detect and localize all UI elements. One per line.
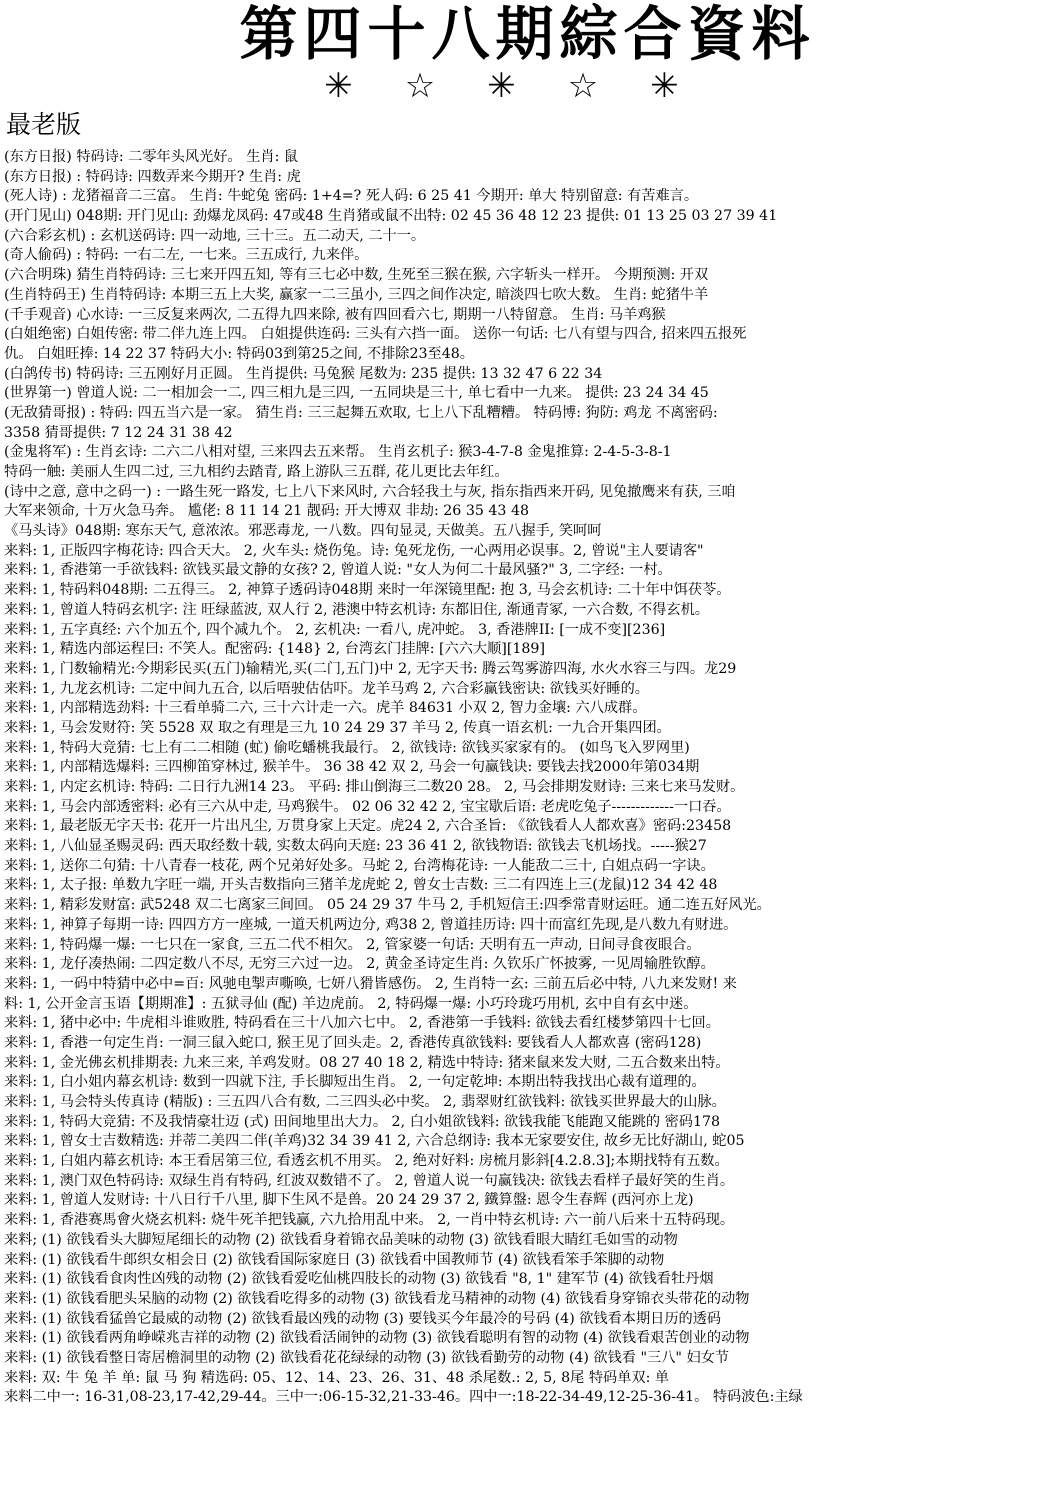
text-line: (世界第一) 曾道人说: 二一相加会一二, 四三相九是三四, 一五同块是三十, 单七看中一九来。 提供: 23 24 34 45 xyxy=(4,385,709,402)
text-line: 来料: 1, 曾道人发财诗: 十八日行千八里, 脚下生风不是兽。20 24 29 37 2, 鐵算盤: 恩令生春辉 (西河亦上龙) xyxy=(4,1192,694,1209)
text-line: (金鬼将军) : 生肖玄诗: 二六二八相对望, 三来四去五来帮。 生肖玄机子: 猴3-4-7-8 金鬼推算: 2-4-5-3-8-1 xyxy=(4,444,672,461)
page-title: 第四十八期綜合資料 xyxy=(239,0,816,68)
text-line: (生肖特码王) 生肖特码诗: 本期三五上大奖, 赢家一二三虽小, 三四之间作决定, 暗淡四七吹大数。 生肖: 蛇猪牛羊 xyxy=(4,286,709,303)
text-line: 来料: 1, 白小姐内幕玄机诗: 数到一四就下注, 手长脚短出生肖。 2, 一句定乾坤: 本期出特我找出心裁有道理的。 xyxy=(4,1074,706,1091)
text-line: 来料: (1) 欲钱看整日寄居檐洞里的动物 (2) 欲钱看花花绿绿的动物 (3) 欲钱看勤劳的动物 (4) 欲钱看 "三八" 妇女节 xyxy=(4,1349,730,1366)
text-line: 来料: (1) 欲钱看猛兽它最威的动物 (2) 欲钱看最凶残的动物 (3) 要钱买今年最冷的号码 (4) 欲钱看本期日历的透码 xyxy=(4,1310,722,1327)
text-line: 来料: 1, 八仙显圣赐灵码: 西天取经数十载, 实数太码向天庭: 23 36 41 2, 欲钱物语: 欲钱去飞机场找。-----猴27 xyxy=(4,838,707,855)
text-line: (诗中之意, 意中之码一) : 一路生死一路发, 七上八下来风时, 六合轻我土与灰, 指东指西来开码, 见兔撤鹰来有获, 三咱 xyxy=(4,483,736,500)
text-line: 来料: 1, 马会特头传真诗 (精版) : 三五四八合有数, 二三四头必中奖。 2, 翡翠财红欲钱料: 欲钱买世界最大的山脉。 xyxy=(4,1094,726,1110)
text-line: 来料: 1, 五字真经: 六个加五个, 四个减九个。 2, 玄机决: 一看八, 虎冲蛇。 3, 香港牌II: [一成不变][236] xyxy=(4,621,666,638)
text-line: 来料: 1, 香港一句定生肖: 一洞三鼠入蛇口, 猴王见了回头走。2, 香港传真欲钱料: 要钱看人人都欢喜 (密码128) xyxy=(4,1034,702,1051)
text-line: 来料: 1, 特码大竞猜: 七上有二二相随 (虻) 偷吃蟠桃我最行。 2, 欲钱诗: 欲钱买家家有的。 (如鸟飞入罗网里) xyxy=(4,739,690,756)
text-line: 来料: 1, 龙仔凑热闹: 二四定数八不尽, 无穷三六过一边。 2, 黄金圣诗定生肖: 久钦乐广怀披雾, 一见周输胜钦醇。 xyxy=(4,956,715,973)
text-line: 来料: 1, 内部精选劲料: 十三看单骑二六, 三十六计走一六。虎羊 84631 小双 2, 智力金壤: 六八成群。 xyxy=(4,700,647,717)
text-line: 来料; (1) 欲钱看头大脚短尾细长的动物 (2) 欲钱看身着锦衣品美味的动物 (3) 欲钱看眼大睛红毛如雪的动物 xyxy=(4,1231,678,1248)
text-line: 来料: 1, 最老版无字天书: 花开一片出凡尘, 万贯身家上天定。虎24 2, 六合圣旨: 《欲钱看人人都欢喜》密码:23458 xyxy=(4,818,732,835)
document-body xyxy=(4,148,1052,1408)
text-line: 来料: 1, 特码料048期: 二五得三。 2, 神算子透码诗048期 来时一年深镜里配: 抱 3, 马会玄机诗: 二十年中饵茯苓。 xyxy=(4,582,731,599)
text-line: 特码一触: 美丽人生四二过, 三九相约去踏青, 路上游队三五群, 花儿更比去年红。 xyxy=(4,464,509,480)
text-line: (千手观音) 心水诗: 一三反复来两次, 二五得九四来除, 被有四回看六七, 期期一八特留意。 生肖: 马羊鸡猴 xyxy=(4,306,666,323)
edition-label: 最老版 xyxy=(6,110,82,139)
title-decoration: ✳☆✳☆✳ xyxy=(324,66,731,106)
text-line: 来料: 1, 太子报: 单数九字旺一端, 开头吉数指向三猪羊龙虎蛇 2, 曾女士吉数: 三二有四连上三(龙鼠)12 34 42 48 xyxy=(4,877,718,894)
text-line: 来料: 1, 香港赛馬會火烧玄机料: 烧牛死羊把钱赢, 六九拾用乱中来。 2, 一肖中特玄机诗: 六一前八后来十五特码现。 xyxy=(4,1212,735,1229)
text-line: 来料: (1) 欲钱看两角峥嵘兆吉祥的动物 (2) 欲钱看活闹钟的动物 (3) 欲钱看聪明有智的动物 (4) 欲钱看艰苦创业的动物 xyxy=(4,1330,750,1347)
text-line: (东方日报) : 特码诗: 四数弄来今期开? 生肖: 虎 xyxy=(4,168,301,185)
text-line: 来料: 1, 精选内部运程曰: 不笑人。配密码: {148} 2, 台湾玄门挂牌: [六六大顺][189] xyxy=(4,641,545,658)
text-line: 来料: 1, 神算子每期一诗: 四四方方一座城, 一道天机两边分, 鸡38 2, 曾道挂历诗: 四十而富红先现,是八数九有财进。 xyxy=(4,916,738,933)
text-line: (白鸽传书) 特码诗: 三五刚好月正圆。 生肖提供: 马兔猴 尾数为: 235 提供: 13 32 47 6 22 34 xyxy=(4,365,603,382)
text-line: 来料: 1, 内部精选爆料: 三四柳笛穿林过, 猴羊牛。 36 38 42 双 2, 马会一句赢钱诀: 要钱去找2000年第034期 xyxy=(4,759,700,776)
text-line: 来料: 1, 金光佛玄机排期表: 九来三来, 羊鸡发财。08 27 40 18 2, 精选中特诗: 猪来鼠来发大财, 二五合数来出特。 xyxy=(4,1054,730,1071)
text-line: 来料: 1, 曾女士吉数精选: 并蒂二美四二伴(羊鸡)32 34 39 41 2, 六合总纲诗: 我本无家要安住, 故乡无比好湖山, 蛇05 xyxy=(4,1133,745,1150)
text-line: (东方日报) 特码诗: 二零年头风光好。 生肖: 鼠 xyxy=(4,149,299,165)
text-line: (奇人偷码) : 特码: 一右二左, 一七来。三五成行, 九来伴。 xyxy=(4,247,369,264)
text-line: 来料: (1) 欲钱看食肉性凶残的动物 (2) 欲钱看爱吃仙桃四肢长的动物 (3) 欲钱看 "8, 1" 建军节 (4) 欲钱看牡丹烟 xyxy=(4,1271,714,1288)
text-line: 来料: (1) 欲钱看牛郎织女相会日 (2) 欲钱看国际家庭日 (3) 欲钱看中国教师节 (4) 欲钱看笨手笨脚的动物 xyxy=(4,1251,665,1268)
text-line: 仇。 白姐旺捧: 14 22 37 特码大小: 特码03到第25之间, 不排除23至48。 xyxy=(4,345,474,362)
text-line: 来料: 1, 一码中特猜中必中=百: 风驰电掣声嘶唤, 七妍八猾皆感伤。 2, 生肖特一玄: 三前五后必中特, 八九来发财! 来 xyxy=(4,975,737,992)
text-line: 来料: 1, 特码大竞猜: 不及我情豪壮迈 (式) 田间地里出大力。 2, 白小姐欲钱料: 欲钱我能飞能跑又能跳的 密码178 xyxy=(4,1113,721,1130)
text-line: 来料: 1, 马会发财符: 笑 5528 双 取之有理是三九 10 24 29 37 羊马 2, 传真一语玄机: 一九合开集四团。 xyxy=(4,719,671,736)
text-line: 《马头诗》048期: 寒东天气, 意浓浓。邪恶毒龙, 一八数。四旬显灵, 天做美。五八握手, 笑呵呵 xyxy=(4,523,602,540)
text-line: 来料二中一: 16-31,08-23,17-42,29-44。三中一:06-15-32,21-33-46。四中一:18-22-34-49,12-25-36-41。 特码波色:主绿 xyxy=(4,1389,803,1406)
text-line: 来料: 1, 九龙玄机诗: 二定中间九五合, 以后唔驶估估吓。龙羊马鸡 2, 六合彩赢钱密诀: 欲钱买好睡的。 xyxy=(4,680,649,697)
text-line: 来料: 1, 特码爆一爆: 一七只在一家食, 三五二代不相欠。 2, 管家婆一句话: 天明有五一声动, 日间寻食夜眼合。 xyxy=(4,936,701,953)
text-line: 来料: 1, 内定玄机诗: 特码: 二日行九洲14 23。 平码: 排山倒海三二数20 28。 2, 马会排期发财诗: 三来七来马发财。 xyxy=(4,779,745,795)
text-line: 来料: 1, 正版四字梅花诗: 四合天大。 2, 火车头: 烧伤兔。诗: 兔死龙伤, 一心两用必误事。2, 曾说"主人要请客" xyxy=(4,542,704,559)
text-line: (无敌猜哥报) : 特码: 四五当六是一家。 猜生肖: 三三起舞五欢取, 七上八下乱糟糟。 特码博: 狗防: 鸡龙 不离密码: xyxy=(4,404,718,421)
text-line: 大军来领命, 十万火急马奔。 尴佬: 8 11 14 21 靓码: 开大博双 非劫: 26 35 43 48 xyxy=(4,503,530,520)
text-line: 来料: 1, 白姐内幕玄机诗: 本王看居第三位, 看透玄机不用买。 2, 绝对好料: 房梳月影斜[4.2.8.3];本期找特有五数。 xyxy=(4,1153,729,1170)
text-line: 来料: 1, 猪中必中: 牛虎相斗谁败胜, 特码看在三十八加六七中。 2, 香港第一手钱料: 欲钱去看红楼梦第四十七回。 xyxy=(4,1015,720,1032)
text-line: 来料: (1) 欲钱看肥头呆脑的动物 (2) 欲钱看吃得多的动物 (3) 欲钱看龙马精神的动物 (4) 欲钱看身穿锦衣头带花的动物 xyxy=(4,1290,750,1307)
text-line: 来料: 双: 牛 兔 羊 单: 鼠 马 狗 精选码: 05、12、14、23、26、31、48 杀尾数.: 2, 5, 8尾 特码单双: 单 xyxy=(4,1369,670,1386)
text-line: 来料: 1, 香港第一手欲钱料: 欲钱买最文静的女孩? 2, 曾道人说: "女人为何二十最风骚?" 3, 二字经: 一村。 xyxy=(4,562,672,579)
text-line: (白姐绝密) 白姐传密: 带二伴九连上四。 白姐提供连码: 三头有六挡一面。 送你一句话: 七八有望与四合, 招来四五报死 xyxy=(4,326,747,343)
text-line: 3358 猜哥提供: 7 12 24 31 38 42 xyxy=(4,424,233,441)
text-line: 来料: 1, 曾道人特码玄机字: 注 旺绿蓝波, 双人行 2, 港澳中特玄机诗: 东都旧住, 渐通青冢, 一六合数, 不得玄机。 xyxy=(4,601,709,618)
text-line: 来料: 1, 澳门双色特码诗: 双绿生肖有特码, 红波双数错不了。 2, 曾道人说一句赢钱决: 欲钱去看样子最好笑的生肖。 xyxy=(4,1172,735,1189)
text-line: (死人诗) : 龙猪福音二三富。 生肖: 牛蛇兔 密码: 1+4=? 死人码: 6 25 41 今期开: 单大 特别留意: 有苦难言。 xyxy=(4,188,699,205)
text-line: 来料: 1, 马会内部透密料: 必有三六从中走, 马鸡猴牛。 02 06 32 42 2, 宝宝歇后语: 老虎吃兔子-------------一口吞。 xyxy=(4,798,731,815)
text-line: 来料: 1, 精彩发财富: 武5248 双二七离家三间回。 05 24 29 37 牛马 2, 手机短信王:四季常青财运旺。通二连五好风光。 xyxy=(4,897,771,914)
text-line: 来料: 1, 送你二句猜: 十八青春一枝花, 两个兄弟好处多。马蛇 2, 台湾梅花诗: 一人能敌二三十, 白姐点码一字诀。 xyxy=(4,857,715,874)
text-line: (六合明珠) 猜生肖特码诗: 三七来开四五知, 等有三七必中数, 生死至三猴在猴, 六字斩头一样开。 今期预测: 开双 xyxy=(4,267,709,284)
text-line: (六合彩玄机) : 玄机送码诗: 四一动地, 三十三。五二动天, 二十一。 xyxy=(4,227,426,244)
text-line: (开门见山) 048期: 开门见山: 劲爆龙凤码: 47或48 生肖猪或鼠不出特: 02 45 36 48 12 23 提供: 01 13 25 03 27 39 41 xyxy=(4,208,778,225)
text-line: 料: 1, 公开金言玉语【期期准】: 五狱寻仙 (配) 羊边虎前。 2, 特码爆一爆: 小巧玲珑巧用机, 玄中自有玄中迷。 xyxy=(4,995,698,1012)
text-line: 来料: 1, 门数输精光:今期彩民买(五门)输精光,买(二门,五门)中 2, 无字天书: 腾云驾雾游四海, 水火水容三与四。龙29 xyxy=(4,660,737,677)
